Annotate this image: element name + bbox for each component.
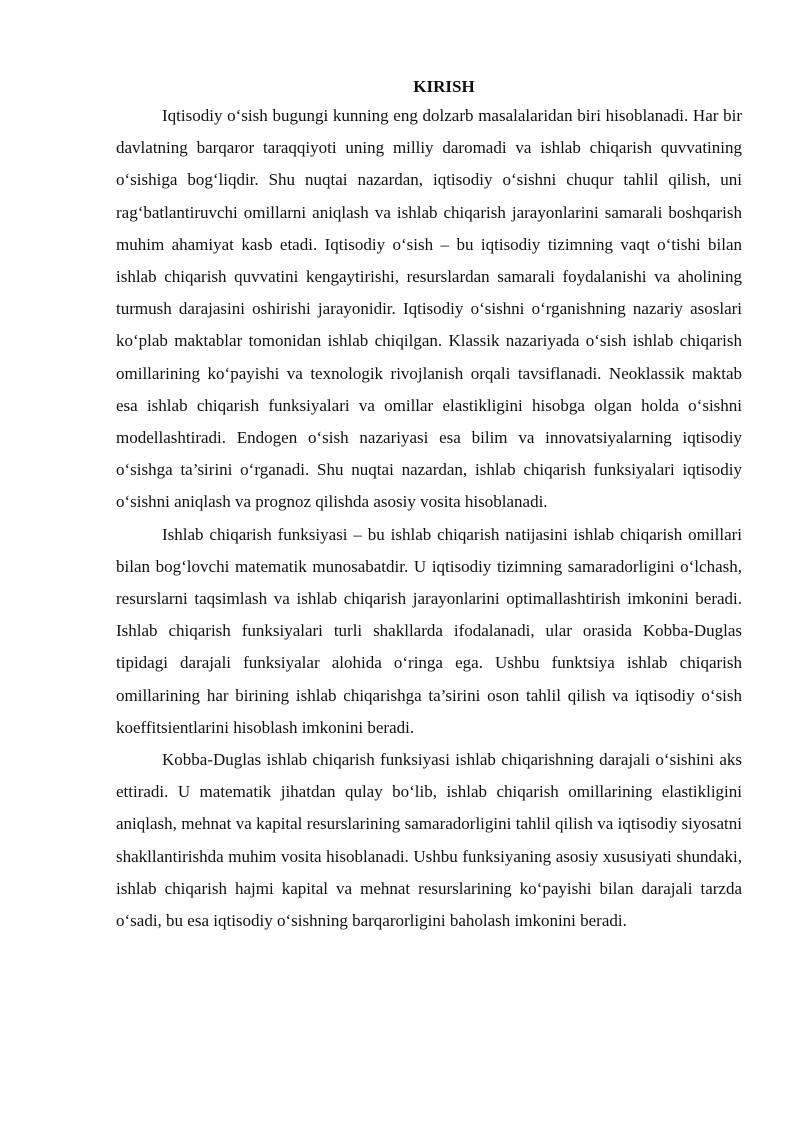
paragraph-production-function: Ishlab chiqarish funksiyasi – bu ishlab chiqarish natijasini ishlab chiqarish omillari bilan bog‘lovchi matematik munosabatdir. U iqtisodiy tizimning samaradorligini o‘lchash, resurslarni taqsimlash va ishlab chiqarish jarayonlarini optimallashtirish imkonini beradi. Ishlab chiqarish funksiyalari turli shakllarda ifodalanadi, ular orasida Kobba-Duglas tipidagi darajali funksiyalar alohida o‘ringa ega. Ushbu funktsiya ishlab chiqarish omillarining har birining ishlab chiqarishga ta’sirini oson tahlil qilish va iqtisodiy o‘sish koeffitsientlarini hisoblash imkonini beradi.	[116, 524, 742, 737]
paragraph-cobb-douglas: Kobba-Duglas ishlab chiqarish funksiyasi ishlab chiqarishning darajali o‘sishini aks ettiradi. U matematik jihatdan qulay bo‘lib, ishlab chiqarish omillarining elastikligini aniqlash, mehnat va kapital resurslarining samaradorligini tahlil qilish va iqtisodiy siyosatni shakllantirishda muhim vosita hisoblanadi. Ushbu funksiyaning asosiy xususiyati shundaki, ishlab chiqarish hajmi kapital va mehnat resurslarining ko‘payishi bilan darajali tarzda o‘sadi, bu esa iqtisodiy o‘sishning barqarorligini baholash imkonini beradi.	[116, 750, 742, 931]
page-title: KIRISH	[413, 77, 475, 96]
document-page	[116, 76, 742, 937]
paragraph-intro: Iqtisodiy o‘sish bugungi kunning eng dolzarb masalalaridan biri hisoblanadi. Har bir davlatning barqaror taraqqiyoti uning milliy daromadi va ishlab chiqarish quvvatining o‘sishiga bog‘liqdir. Shu nuqtai nazardan, iqtisodiy o‘sishni chuqur tahlil qilish, uni rag‘batlantiruvchi omillarni aniqlash va ishlab chiqarish jarayonlarini samarali boshqarish muhim ahamiyat kasb etadi. Iqtisodiy o‘sish – bu iqtisodiy tizimning vaqt o‘tishi bilan ishlab chiqarish quvvatini kengaytirishi, resurslardan samarali foydalanishi va aholining turmush darajasini oshirishi jarayonidir. Iqtisodiy o‘sishni o‘rganishning nazariy asoslari ko‘plab maktablar tomonidan ishlab chiqilgan. Klassik nazariyada o‘sish ishlab chiqarish omillarining ko‘payishi va texnologik rivojlanish orqali tavsiflanadi. Neoklassik maktab esa ishlab chiqarish funksiyalari va omillar elastikligini hisobga olgan holda o‘sishni modellashtiradi. Endogen o‘sish nazariyasi esa bilim va innovatsiyalarning iqtisodiy o‘sishga ta’sirini o‘rganadi. Shu nuqtai nazardan, ishlab chiqarish funksiyalari iqtisodiy o‘sishni aniqlash va prognoz qilishda asosiy vosita hisoblanadi.	[116, 106, 742, 512]
